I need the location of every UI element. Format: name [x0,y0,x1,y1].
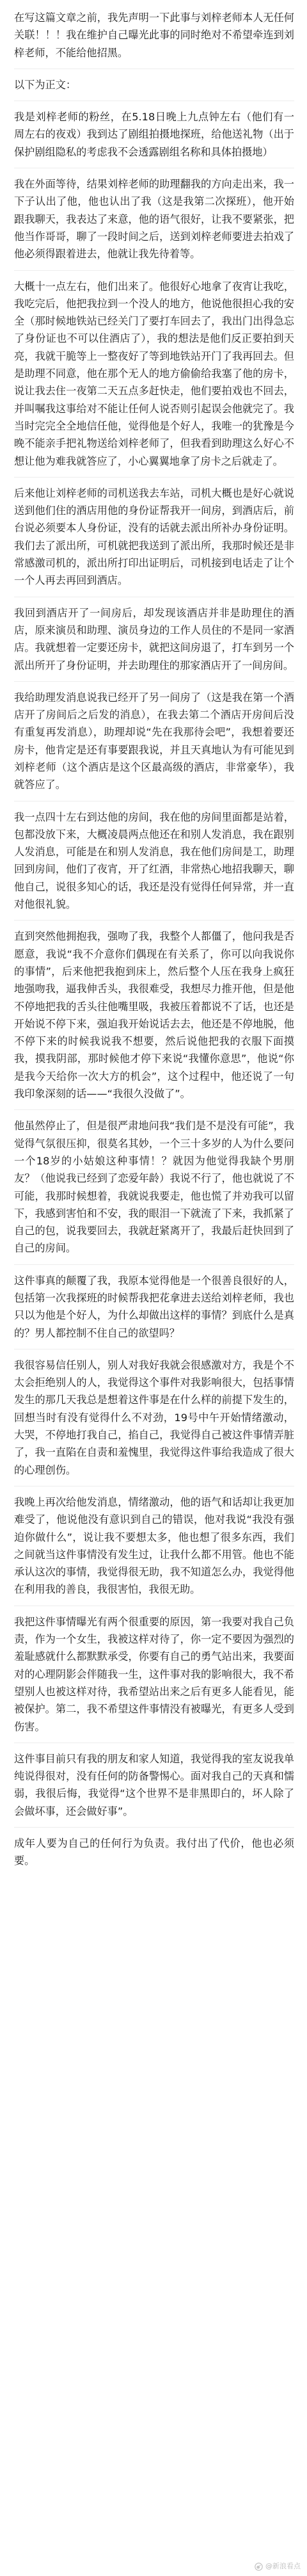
article-paragraph: 我晚上再次给他发消息，情绪激动，他的语气和话却让我更加难受了，他说他没有意识到自己的错误，他对我说“我没有强迫你做什么”，说让我不要想太多，他也想了很多东西，我们之间就当这件事情没有发生过，让我什么都不用管。他也不能承认这次的事情，我觉得很无助，我不知道怎么办，我觉得他在利用我的善良，我很害怕，我很无助。 [14,1486,294,1598]
article-paragraph: 这件事目前只有我的朋友和家人知道，我觉得我的室友说我单纯说得很对，没有任何的防备警惕心。面对我自己的天真和懦弱，我很后悔，我觉得“这个世界不是非黑即白的，坏人除了会做坏事，还会做好事”。 [14,1743,294,1820]
watermark [255,2562,301,2571]
article-paragraph: 这件事真的颠覆了我，我原本觉得他是一个很善良很好的人，包括第一次我探班的时候帮我把花拿进去送给刘梓老师，我也只以为他是个好人，为什么却做出这样的事情？到底什么是真的？男人都控制不住自己的欲望吗？ [14,1264,294,1342]
article-paragraph: 我给助理发消息说我已经开了另一间房了（这是我在第一个酒店开了房间后之后发的消息），在我去第二个酒店开房间后没有重复再发消息），助理却说“先在我那待会吧”，我想着要还房卡，他肯定是还有事要跟我说，并且天真地认为有可能见到刘梓老师（这个酒店是这个区最高级的酒店，非常豪华），我就答应了。 [14,681,294,794]
article-paragraph: 成年人要为自己的任何行为负责。我付出了代价，他也必须要。 [14,1827,294,1870]
article-body [14,101,294,1869]
article-paragraph: 我回到酒店开了一间房后，却发现该酒店并非是助理住的酒店，原来演员和助理、演员身边的工作人员住的不是同一家酒店。我就想着一定要还房卡，就把这间房退了，打车到另一个派出所开了身份证明，并去助理住的那家酒店开了一间房间。 [14,597,294,674]
article-paragraph: 直到突然他拥抱我，强吻了我，我整个人都僵了，他问我是否愿意，我说“我不介意你们偶现在有关系了，你可以向我说你的事情”，后来他把我抱到床上，然后整个人压在我身上疯狂地强吻我，逼我伸舌头，我很难受，我想尽力推开他，但是他不停地把我的舌头往他嘴里吸，我被压着都说不了话，也还是开始说不停下来，强迫我开始说话去去，他还是不停地脱，他不停下来的时候我说我不想要，然后说他把我的衣服下面摸我，摸我阴部，那时候他才停下来说“我懂你意思”，他说“你是我今天给你一次大方的机会”，这个过程中，他还说了一句我印象深刻的话——“我很久没做了”。 [14,920,294,1102]
article-paragraph: 我把这件事情曝光有两个很重要的原因，第一我要对我自己负责，作为一个女生，我被这样对待了，你一定不要因为强烈的羞耻感就什么都默默承受，你要有自己的勇气站出来，我要面对的心理阴影会伴随我一生，这件事对我的影响很大，我不希望别人也被这样对待，我希望站出来之后有更多人能看见，能被保护。第二，我不希望这件事情没有被曝光，有更多人受到伤害。 [14,1606,294,1735]
article-paragraph: 我是刘梓老师的粉丝，在5.18日晚上九点钟左右（他们有一周左右的夜戏）我到达了剧组拍摄地探班，给他送礼物（出于保护剧组隐私的考虑我不会透露剧组名称和具体拍摄地） [14,101,294,161]
article-paragraph: 他虽然停止了，但是很严肃地问我“我们是不是没有可能”，我觉得气氛很压抑，很莫名其妙，一个三十多岁的人为什么要问一个18岁的小姑娘这种事情！？就因为他觉得我缺个男朋友？（他说我已经到了恋爱年龄）我说不行了，他也就说了不可能，我那时候想着，我就说我要走，他也慌了并劝我可以留下，我感到害怕和不安，我的眼泪一下就流了下来，我抓紧了自己的包，说我要回去，我就赶紧离开了，我最后赶快回到了自己的房间。 [14,1109,294,1257]
article-paragraph: 后来他让刘梓老师的司机送我去车站，司机大概也是好心就说送到他们住的酒店用他的身份证帮我开一间房，到酒店后，前台说必须要本人身份证，没有的话就去派出所补办身份证明。我们去了派出所，可机就把我送到了派出所，我那时候还是非常感激司机的，派出所打印出证明后，司机接到电话走了让个一个人再去再回到酒店。 [14,477,294,590]
intro-paragraph: 在写这篇文章之前，我先声明一下此事与刘梓老师本人无任何关联！！！我在维护自己曝光此事的同时绝对不希望牵连到刘梓老师，不能给他招黑。 [14,12,294,59]
weibo-logo-icon [255,2563,263,2571]
article-paragraph: 我一点四十左右到达他的房间，我在他的房间里面都是站着，包都没放下来，大概凌晨两点他还在和别人发消息，我在跟别人发消息，可能是在和别人发消息，我在他们房间是工，助理回到房间，他们了夜宵，开了红酒，非常热心地招我聊天，聊他自己，说很多知心的话，我还是没有觉得任何异常，并一直对他很礼貌。 [14,801,294,914]
article-paragraph: 大概十一点左右，他们出来了。他很好心地拿了夜宵让我吃，我吃完后，他把我拉到一个没人的地方，他说他很担心我的安全（那时候地铁站已经关门了要打车回去了，我出门出得急忘了身份证也不可以住酒店了），我的想法是他们反正要拍到天亮，我就干脆等上一整夜好了等到地铁站开门了我再回去。但是助理不同意，他在那个无人的地方偷偷给我塞了他的房卡，说让我去住一夜第二天五点多赶快走，他们要拍戏也不回去，并叫嘱我这事给对不能让任何人说否则引起误会他就完了。我当时完完全全地信任他，觉得他是个好人，我唯一的犹豫是今晚不能亲手把礼物送给刘梓老师了，但我看到助理这么好心不想让他为难我就答应了，小心翼翼地拿了房卡之后就走了。 [14,270,294,470]
watermark-text: @新浪看点 [265,2562,301,2570]
body-label: 以下为正文： [14,68,294,93]
article-paragraph: 我很容易信任别人，别人对我好我就会很感激对方，我是个不太会拒绝别人的人，我觉得这个事件对我影响很大，包括事情发生的那几天我总是想着这件事是在什么样的前提下发生的，回想当时有没有觉得什么不对劲，19号中午开始情绪激动，大哭，不停地打我自己，掐自己，我觉得自己被这件事情弄脏了，我一直陷在自责和羞愧里，我觉得这件事给我造成了很大的心理创伤。 [14,1349,294,1479]
article-paragraph: 我在外面等待，结果刘梓老师的助理翻我的方向走出来，我一下子认出了他，他也认出了我（这是我第二次探班），他开始跟我聊天，我表达了来意，他的语气很好，让我不要紧张，把他当作哥哥，聊了一段时间之后，送到刘梓老师要进去拍戏了他必须得跟着进去，他就让我先待着等。 [14,168,294,262]
